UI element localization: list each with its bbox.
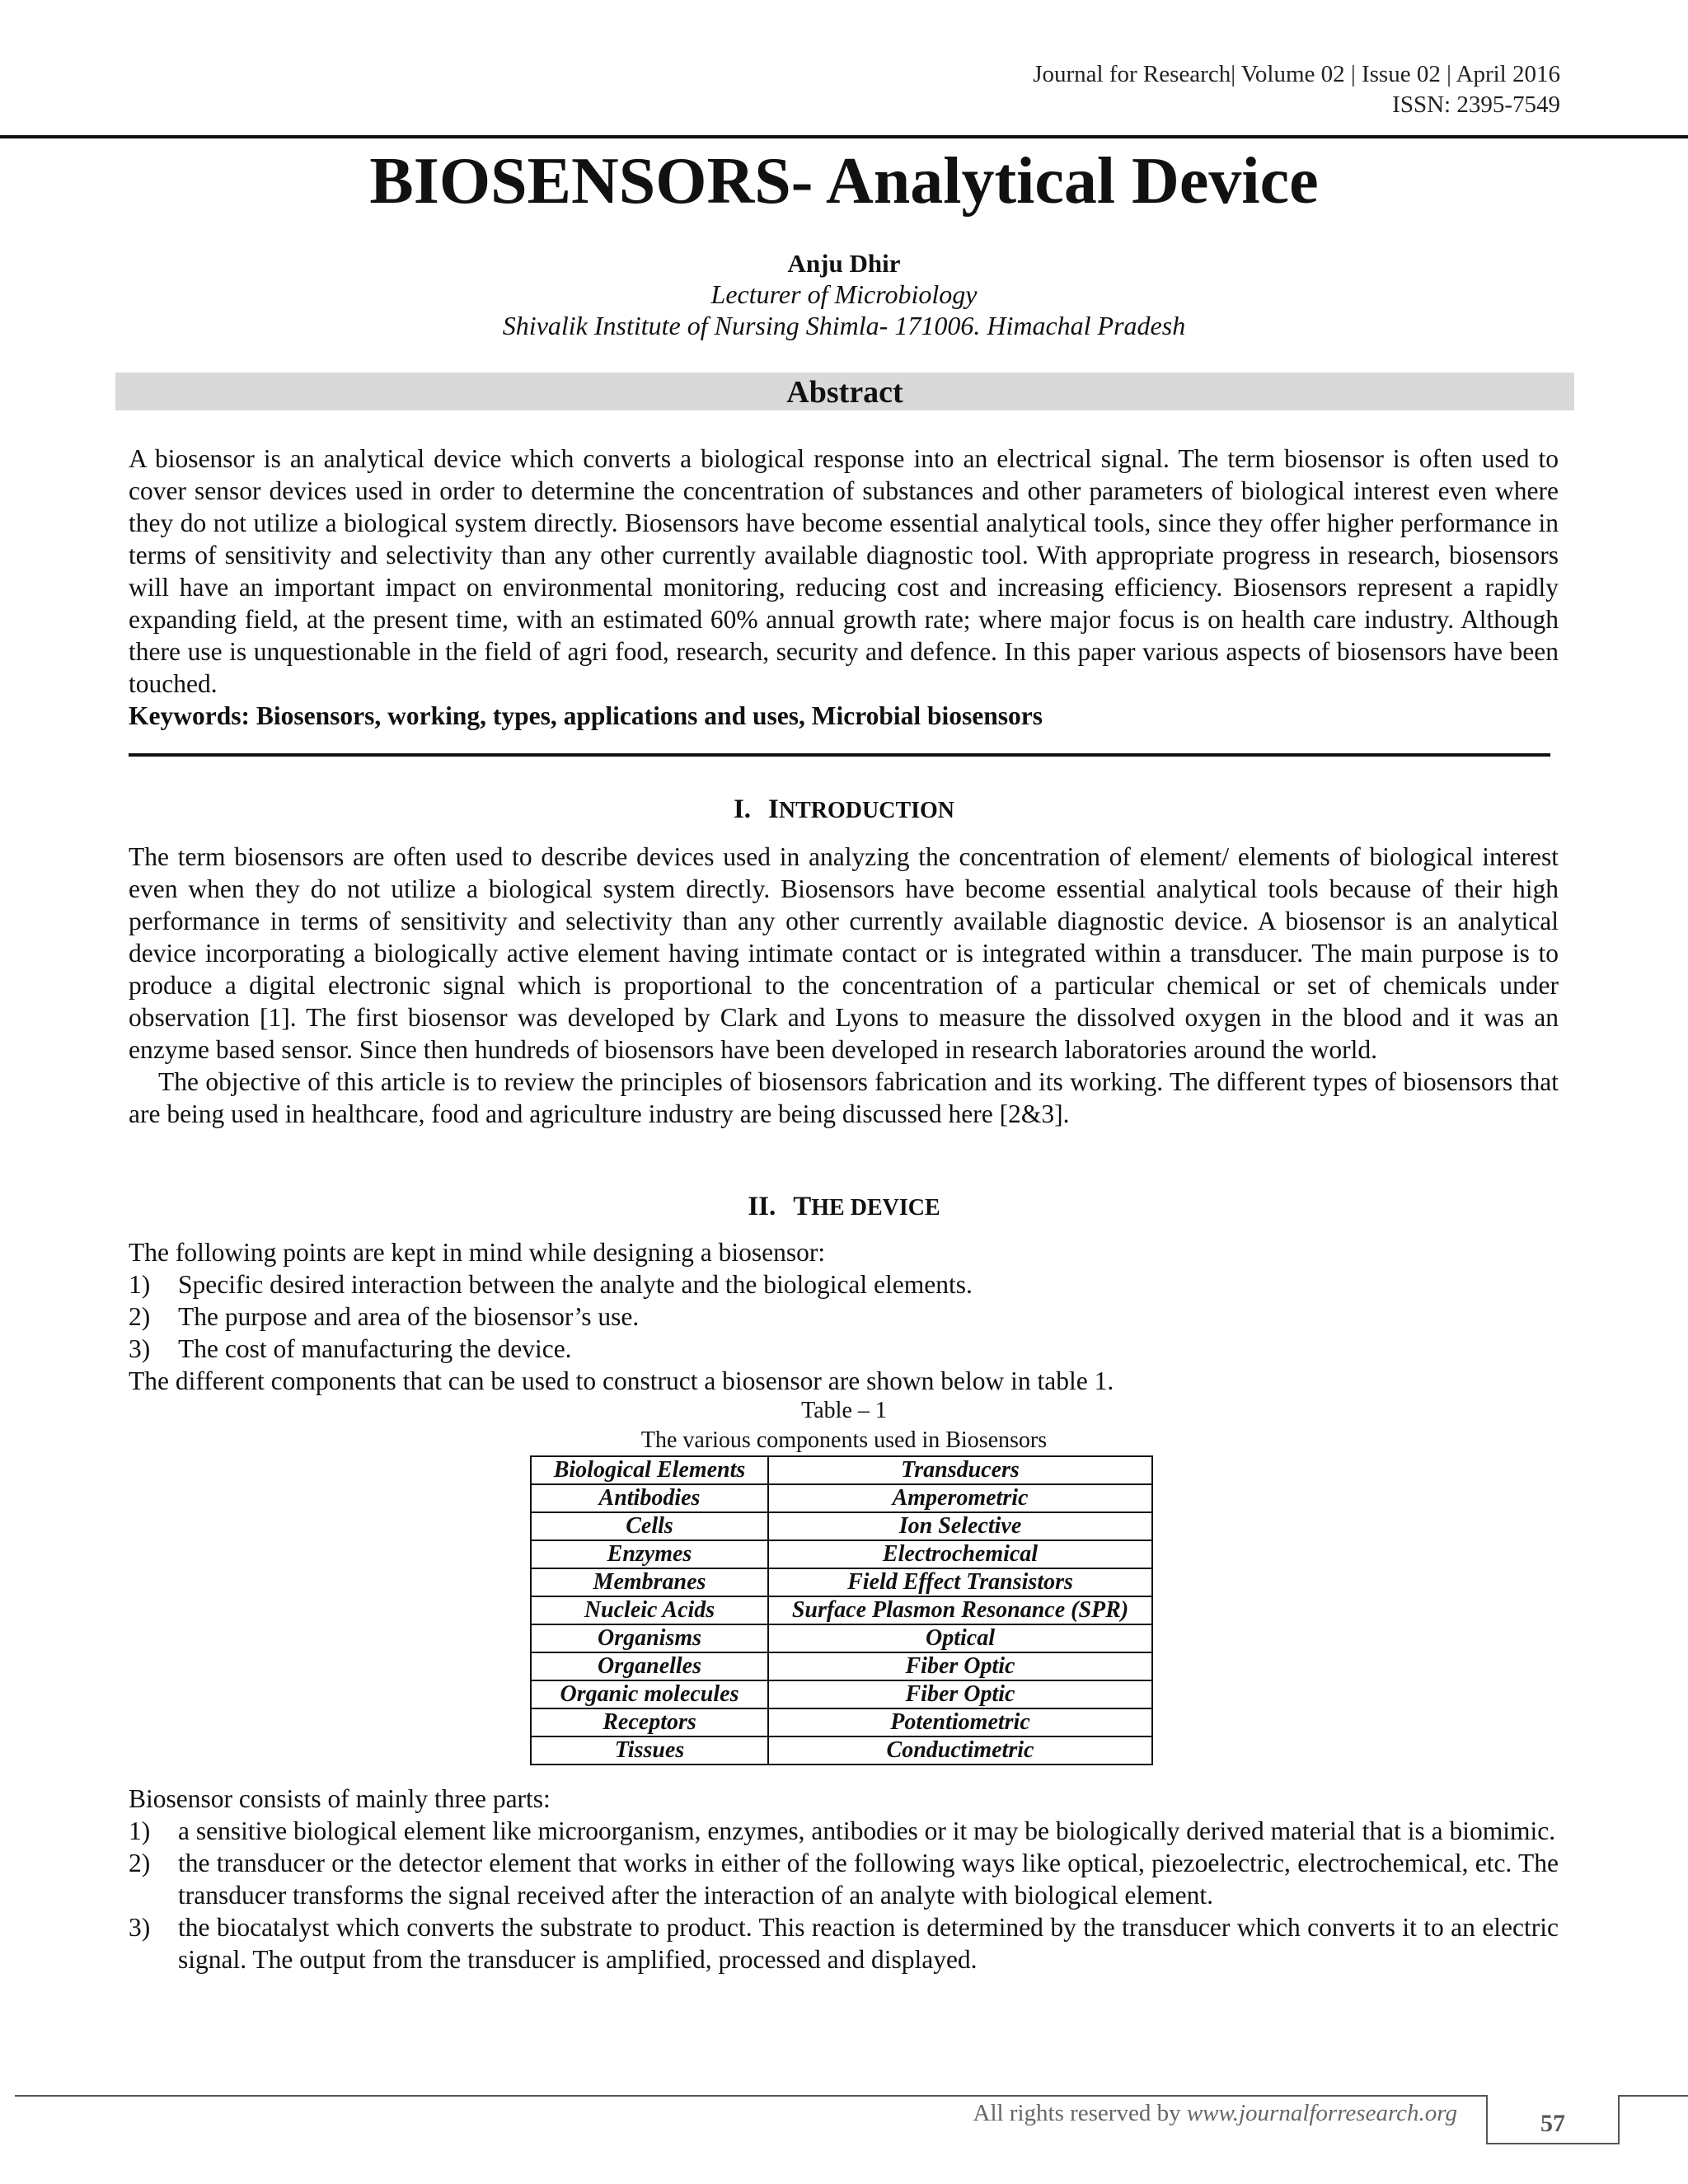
biosensor-parts — [129, 1783, 1559, 1975]
table-cell-transducer: Fiber Optic — [768, 1652, 1152, 1680]
table-cell-biological: Tissues — [531, 1736, 768, 1765]
abstract-heading-bar — [115, 373, 1574, 410]
list-item: 1) Specific desired interaction between the analyte and the biological elements. — [129, 1270, 973, 1299]
table-cell-biological: Nucleic Acids — [531, 1596, 768, 1624]
table-cell-biological: Organisms — [531, 1624, 768, 1652]
table-caption: The various components used in Biosensors — [640, 1427, 1048, 1453]
table-cell-biological: Receptors — [531, 1708, 768, 1736]
header-rule — [0, 135, 1688, 138]
section-1-para-2: The objective of this article is to review the principles of biosensors fabrication and its working. The different types of biosensors that are being used in healthcare, food and agriculture industry are being discussed here [2&3]. — [129, 1067, 1559, 1128]
list-item: 2) the transducer or the detector element that works in either of the following ways like optical, piezoelectric, electrochemical, etc. The transducer transforms the signal received after the interaction of an analyte with biological element. — [129, 1849, 1559, 1910]
section-1-heading — [0, 794, 1688, 825]
table-cell-biological: Membranes — [531, 1568, 768, 1596]
table-row — [531, 1652, 1152, 1680]
table-header-biological: Biological Elements — [531, 1456, 768, 1484]
table-row — [531, 1512, 1152, 1540]
section-1-title: NTRODUCTION — [778, 798, 955, 823]
table-cell-transducer: Surface Plasmon Resonance (SPR) — [768, 1596, 1152, 1624]
table-row — [531, 1624, 1152, 1652]
table-row — [531, 1680, 1152, 1708]
paper-title: BIOSENSORS- Analytical Device — [369, 145, 1319, 218]
section-1-body — [129, 841, 1559, 1130]
table-cell-transducer: Electrochemical — [768, 1540, 1152, 1568]
list-item: 2) The purpose and area of the biosensor’s use. — [129, 1302, 640, 1331]
table-row — [531, 1540, 1152, 1568]
section-2-heading — [0, 1192, 1688, 1222]
list-item: 1) a sensitive biological element like microorganism, enzymes, antibodies or it may be biologically derived material that is a biomimic. — [129, 1816, 1556, 1845]
parts-intro: Biosensor consists of mainly three parts: — [129, 1784, 551, 1813]
list-item: 3) the biocatalyst which converts the substrate to product. This reaction is determined by the transducer which converts it to an electric signal. The output from the transducer is amplified, processed and displayed. — [129, 1913, 1559, 1974]
footer-rule-right — [1618, 2095, 1688, 2097]
table-cell-biological: Enzymes — [531, 1540, 768, 1568]
footer-divider-right — [1618, 2095, 1620, 2144]
table-cell-biological: Cells — [531, 1512, 768, 1540]
table-cell-biological: Organic molecules — [531, 1680, 768, 1708]
abstract-text: A biosensor is an analytical device which converts a biological response into an electrical signal. The term biosensor is often used to cover sensor devices used in order to determine the concentration of substances and other parameters of biological interest even where they do not utilize a biological system directly. Biosensors have become essential analytical tools, since they offer higher performance in terms of sensitivity and selectivity than any other currently available diagnostic tool. With appropriate progress in research, biosensors will have an important impact on environmental monitoring, reducing cost and increasing efficiency. Biosensors represent a rapidly expanding field, at the present time, with an estimated 60% annual growth rate; where major focus is on health care industry. Although there use is unquestionable in the field of agri food, research, security and defence. In this paper various aspects of biosensors have been touched. — [129, 444, 1559, 698]
table-row — [531, 1568, 1152, 1596]
table-row — [531, 1736, 1152, 1765]
table-cell-transducer: Ion Selective — [768, 1512, 1152, 1540]
journal-info: Journal for Research| Volume 02 | Issue 02 | April 2016 — [1033, 61, 1560, 87]
list-item: 3) The cost of manufacturing the device. — [129, 1334, 572, 1363]
table-cell-transducer: Field Effect Transistors — [768, 1568, 1152, 1596]
table-label: Table – 1 — [801, 1398, 887, 1423]
journal-header — [1033, 59, 1560, 120]
section-2-initial: T — [793, 1192, 812, 1221]
table-cell-transducer: Fiber Optic — [768, 1680, 1152, 1708]
abstract-rule — [129, 753, 1550, 757]
section-2-number: II. — [748, 1192, 776, 1221]
table-header-transducers: Transducers — [768, 1456, 1152, 1484]
author-position: Lecturer of Microbiology — [710, 279, 978, 309]
footer-page-box-bottom — [1486, 2143, 1620, 2144]
table-cell-transducer: Optical — [768, 1624, 1152, 1652]
page-number: 57 — [1540, 2110, 1565, 2137]
section-1-initial: I — [768, 794, 779, 824]
keywords: Keywords: Biosensors, working, types, applications and uses, Microbial biosensors — [129, 701, 1043, 730]
table-cell-biological: Organelles — [531, 1652, 768, 1680]
author-affiliation: Shivalik Institute of Nursing Shimla- 171006. Himachal Pradesh — [502, 311, 1186, 340]
table-intro: The different components that can be used to construct a biosensor are shown below in table 1. — [129, 1366, 1114, 1395]
footer-site-link[interactable]: www.journalforresearch.org — [1186, 2100, 1457, 2126]
footer-rule — [15, 2095, 1486, 2097]
table-row — [531, 1484, 1152, 1512]
table-cell-transducer: Conductimetric — [768, 1736, 1152, 1765]
section-1-para-1: The term biosensors are often used to describe devices used in analyzing the concentration of element/ elements of biological interest even when they do not utilize a biological system directly. Biosensors have become essential analytical tools because of their high performance in terms of sensitivity and selectivity than any other currently available diagnostic device. A biosensor is an analytical device incorporating a biologically active element having intimate contact or is integrated within a transducer. The main purpose is to produce a digital electronic signal which is proportional to the concentration of a particular chemical or set of chemicals under observation [1]. The first biosensor was developed by Clark and Lyons to measure the dissolved oxygen in the blood and it was an enzyme based sensor. Since then hundreds of biosensors have been developed in research laboratories around the world. — [129, 842, 1559, 1064]
abstract — [129, 443, 1559, 732]
design-points-intro: The following points are kept in mind while designing a biosensor: — [129, 1238, 826, 1267]
components-table — [530, 1455, 1153, 1765]
table-cell-transducer: Amperometric — [768, 1484, 1152, 1512]
table-cell-biological: Antibodies — [531, 1484, 768, 1512]
design-points — [129, 1236, 1559, 1397]
table-cell-transducer: Potentiometric — [768, 1708, 1152, 1736]
abstract-heading: Abstract — [786, 375, 903, 410]
author-name: Anju Dhir — [787, 249, 901, 278]
section-2-title: HE DEVICE — [811, 1195, 940, 1221]
table-row — [531, 1596, 1152, 1624]
section-1-number: I. — [733, 794, 752, 824]
footer-copyright: All rights reserved by www.journalforresearch.org — [973, 2100, 1457, 2126]
table-row — [531, 1708, 1152, 1736]
issn: ISSN: 2395-7549 — [1392, 91, 1560, 118]
